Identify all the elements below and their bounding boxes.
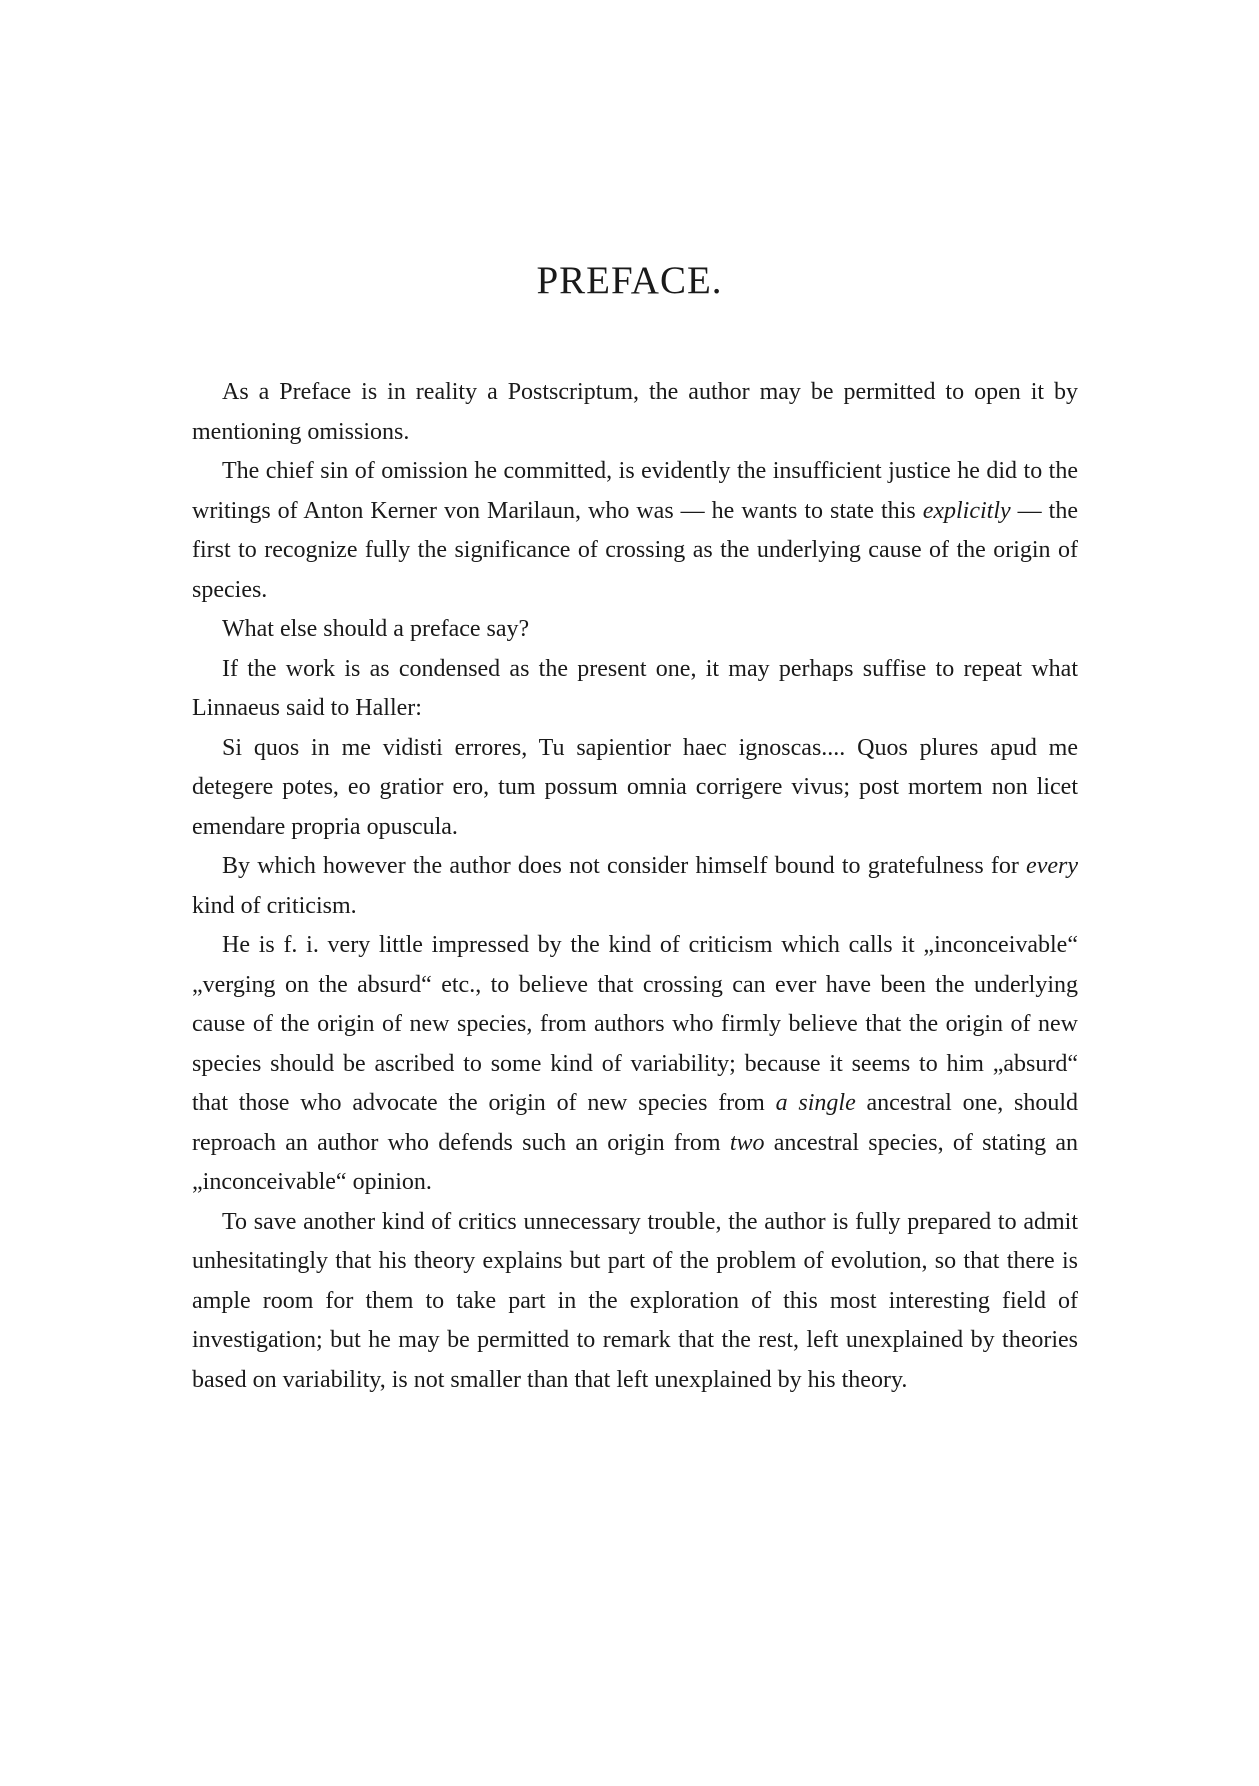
paragraph-2 xyxy=(192,452,1078,610)
preface-body xyxy=(192,373,1078,1400)
paragraph-5-latin-quote: Si quos in me vidisti errores, Tu sapientior haec ignoscas.... Quos plures apud me detegere potes, eo gratior ero, tum possum omnia corrigere vivus; post mortem non licet emendare propria opuscula. xyxy=(192,734,1078,840)
paragraph-2-text-c: — the first to recognize fully the significance of crossing as the underlying cause of the origin of species. xyxy=(192,497,1078,603)
paragraph-6 xyxy=(192,847,1078,926)
paragraph-6-text-a: By which however the author does not consider himself bound to gratefulness for xyxy=(222,853,1027,879)
paragraph-7 xyxy=(192,926,1078,1203)
page-title: PREFACE. xyxy=(536,259,723,302)
paragraph-1: As a Preface is in reality a Postscriptum, the author may be permitted to open it by mentioning omissions. xyxy=(192,379,1078,445)
paragraph-3: What else should a preface say? xyxy=(222,616,530,642)
paragraph-6-emphasis: every xyxy=(1026,853,1078,879)
paragraph-2-text-a: The chief sin of omission he committed, is evidently the insufficient justice he did to the writings of Anton Kerner von Marilaun, who was — he wants to state this xyxy=(192,458,1078,524)
paragraph-2-emphasis: explicitly xyxy=(922,497,1011,524)
paragraph-7-emphasis-single: a single xyxy=(775,1090,856,1116)
paragraph-8: To save another kind of critics unnecessary trouble, the author is fully prepared to admit unhesitatingly that his theory explains but part of the problem of evolution, so that there is ample room for them to take part in the exploration of this most interesting field of investigation; but he may be permitted to remark that the rest, left unexplained by theories based on variability, is not smaller than that left unexplained by his theory. xyxy=(192,1208,1078,1393)
paragraph-7-text-e: ancestral species, of stating an „inconceivable“ opinion. xyxy=(192,1129,1079,1195)
paragraph-6-text-c: kind of criticism. xyxy=(192,892,357,919)
paragraph-7-text-c: ancestral one, should reproach an author who defends such an origin from xyxy=(192,1090,1079,1156)
paragraph-7-text-a: He is f. i. very little impressed by the kind of criticism which calls it „inconceivable“ „verging on the absurd“ etc., to believe that crossing can ever have been the underlying cause of the origin of new species, from authors who firmly believe that the origin of new species should be ascribed to some kind of variability; because it seems to him „absurd“ that those who advocate the origin of new species from xyxy=(192,932,1078,1116)
paragraph-7-emphasis-two: two xyxy=(729,1129,765,1156)
paragraph-4: If the work is as condensed as the present one, it may perhaps suffise to repeat what Linnaeus said to Haller: xyxy=(192,655,1078,721)
